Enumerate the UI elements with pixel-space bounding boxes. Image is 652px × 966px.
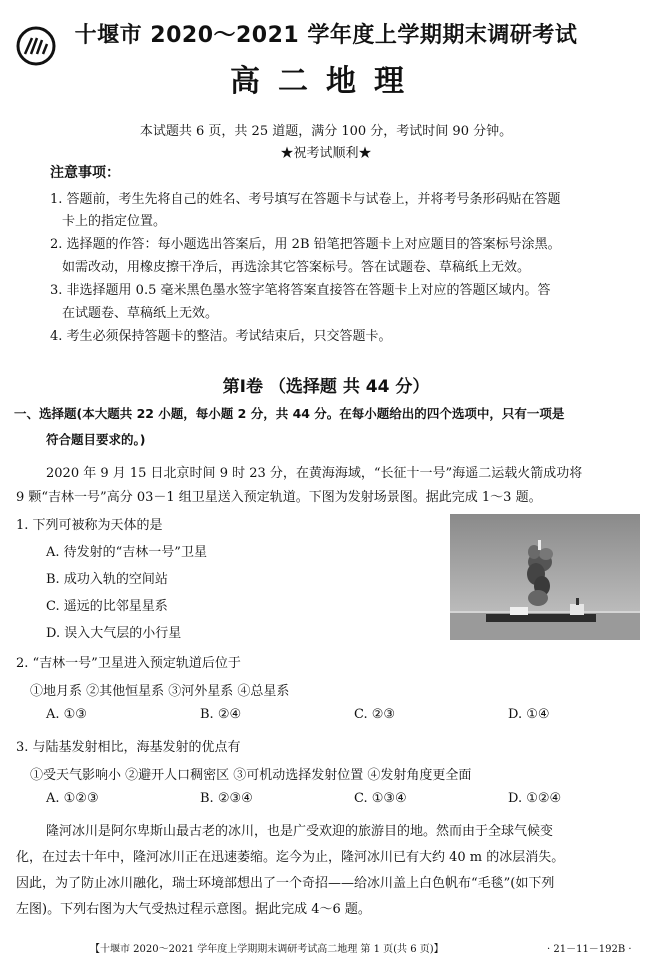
- question-3-stem: 3. 与陆基发射相比，海基发射的优点有: [16, 740, 241, 755]
- note-line: 如需改动，用橡皮擦干净后，再选涂其它答案标号。答在试题卷、草稿纸上无效。: [62, 260, 531, 275]
- passage-line: 9 颗“吉林一号”高分 03－1 组卫星送入预定轨道。下图为发射场景图。据此完成 1～3 题。: [16, 490, 542, 505]
- subject-title: 高二地理: [230, 64, 422, 99]
- question-2-option-a: A. ①③: [46, 707, 87, 722]
- passage-line: 2020 年 9 月 15 日北京时间 9 时 23 分，在黄海海域，“长征十一号”海遥二运载火箭成功将: [46, 466, 583, 481]
- section-heading-cont: 符合题目要求的。): [46, 432, 146, 447]
- question-2-option-d: D. ①④: [508, 707, 550, 722]
- passage-line: 隆河冰川是阿尔卑斯山最古老的冰川，也是广受欢迎的旅游目的地。然而由于全球气候变: [46, 824, 554, 839]
- question-3-option-d: D. ①②④: [508, 791, 562, 806]
- question-3-option-a: A. ①②③: [46, 791, 99, 806]
- note-line: 1. 答题前，考生先将自己的姓名、考号填写在答题卡与试卷上，并将考号条形码贴在答题: [50, 192, 561, 207]
- exam-info: 本试题共 6 页，共 25 道题，满分 100 分，考试时间 90 分钟。: [139, 124, 513, 139]
- question-3-option-c: C. ①③④: [354, 791, 407, 806]
- note-line: 2. 选择题的作答：每小题选出答案后，用 2B 铅笔把答题卡上对应题目的答案标号涂黑。: [50, 237, 561, 252]
- page-footer: 【十堰市 2020～2021 学年度上学期期末调研考试高二地理 第 1 页(共 6 页)】: [90, 944, 444, 955]
- question-2-stem: 2. “吉林一号”卫星进入预定轨道后位于: [16, 656, 241, 671]
- note-line: 在试题卷、草稿纸上无效。: [62, 306, 219, 321]
- rocket-launch-photo: [450, 514, 640, 640]
- question-1-option-a: A. 待发射的“吉林一号”卫星: [46, 545, 207, 560]
- passage-line: 化，在过去十年中，隆河冰川正在迅速萎缩。迄今为止，隆河冰川已有大约 40 m 的冰层消失。: [16, 850, 565, 865]
- question-1-option-b: B. 成功入轨的空间站: [46, 572, 168, 587]
- question-1-stem: 1. 下列可被称为天体的是: [16, 518, 163, 533]
- passage-line: 因此，为了防止冰川融化，瑞士环境部想出了一个奇招——给冰川盖上白色帆布“毛毯”(如下列: [16, 876, 555, 891]
- question-1-option-d: D. 误入大气层的小行星: [46, 626, 182, 641]
- passage-line: 左图)。下列右图为大气受热过程示意图。据此完成 4～6 题。: [16, 902, 371, 917]
- section-heading: 一、选择题(本大题共 22 小题，每小题 2 分，共 44 分。在每小题给出的四个选项中，只有一项是: [14, 406, 565, 421]
- question-3-items: ①受天气影响小 ②避开人口稠密区 ③可机动选择发射位置 ④发射角度更全面: [30, 768, 472, 783]
- question-2-items: ①地月系 ②其他恒星系 ③河外星系 ④总星系: [30, 684, 290, 699]
- notes-heading: 注意事项：: [50, 165, 120, 181]
- note-line: 3. 非选择题用 0.5 毫米黑色墨水签字笔将答案直接答在答题卡上对应的答题区域内。答: [50, 283, 551, 298]
- question-3-option-b: B. ②③④: [200, 791, 253, 806]
- question-2-option-c: C. ②③: [354, 707, 396, 722]
- paper-code: · 21－11－192B ·: [547, 944, 632, 955]
- question-1-option-c: C. 遥远的比邻星星系: [46, 599, 168, 614]
- note-line: 4. 考生必须保持答题卡的整洁。考试结束后，只交答题卡。: [50, 329, 392, 344]
- question-2-option-b: B. ②④: [200, 707, 242, 722]
- section-title: 第Ⅰ卷 （选择题 共 44 分）: [222, 377, 430, 397]
- good-luck-line: ★祝考试顺利★: [280, 146, 372, 161]
- note-line: 卡上的指定位置。: [62, 214, 167, 229]
- exam-title: 十堰市 2020～2021 学年度上学期期末调研考试: [74, 23, 578, 48]
